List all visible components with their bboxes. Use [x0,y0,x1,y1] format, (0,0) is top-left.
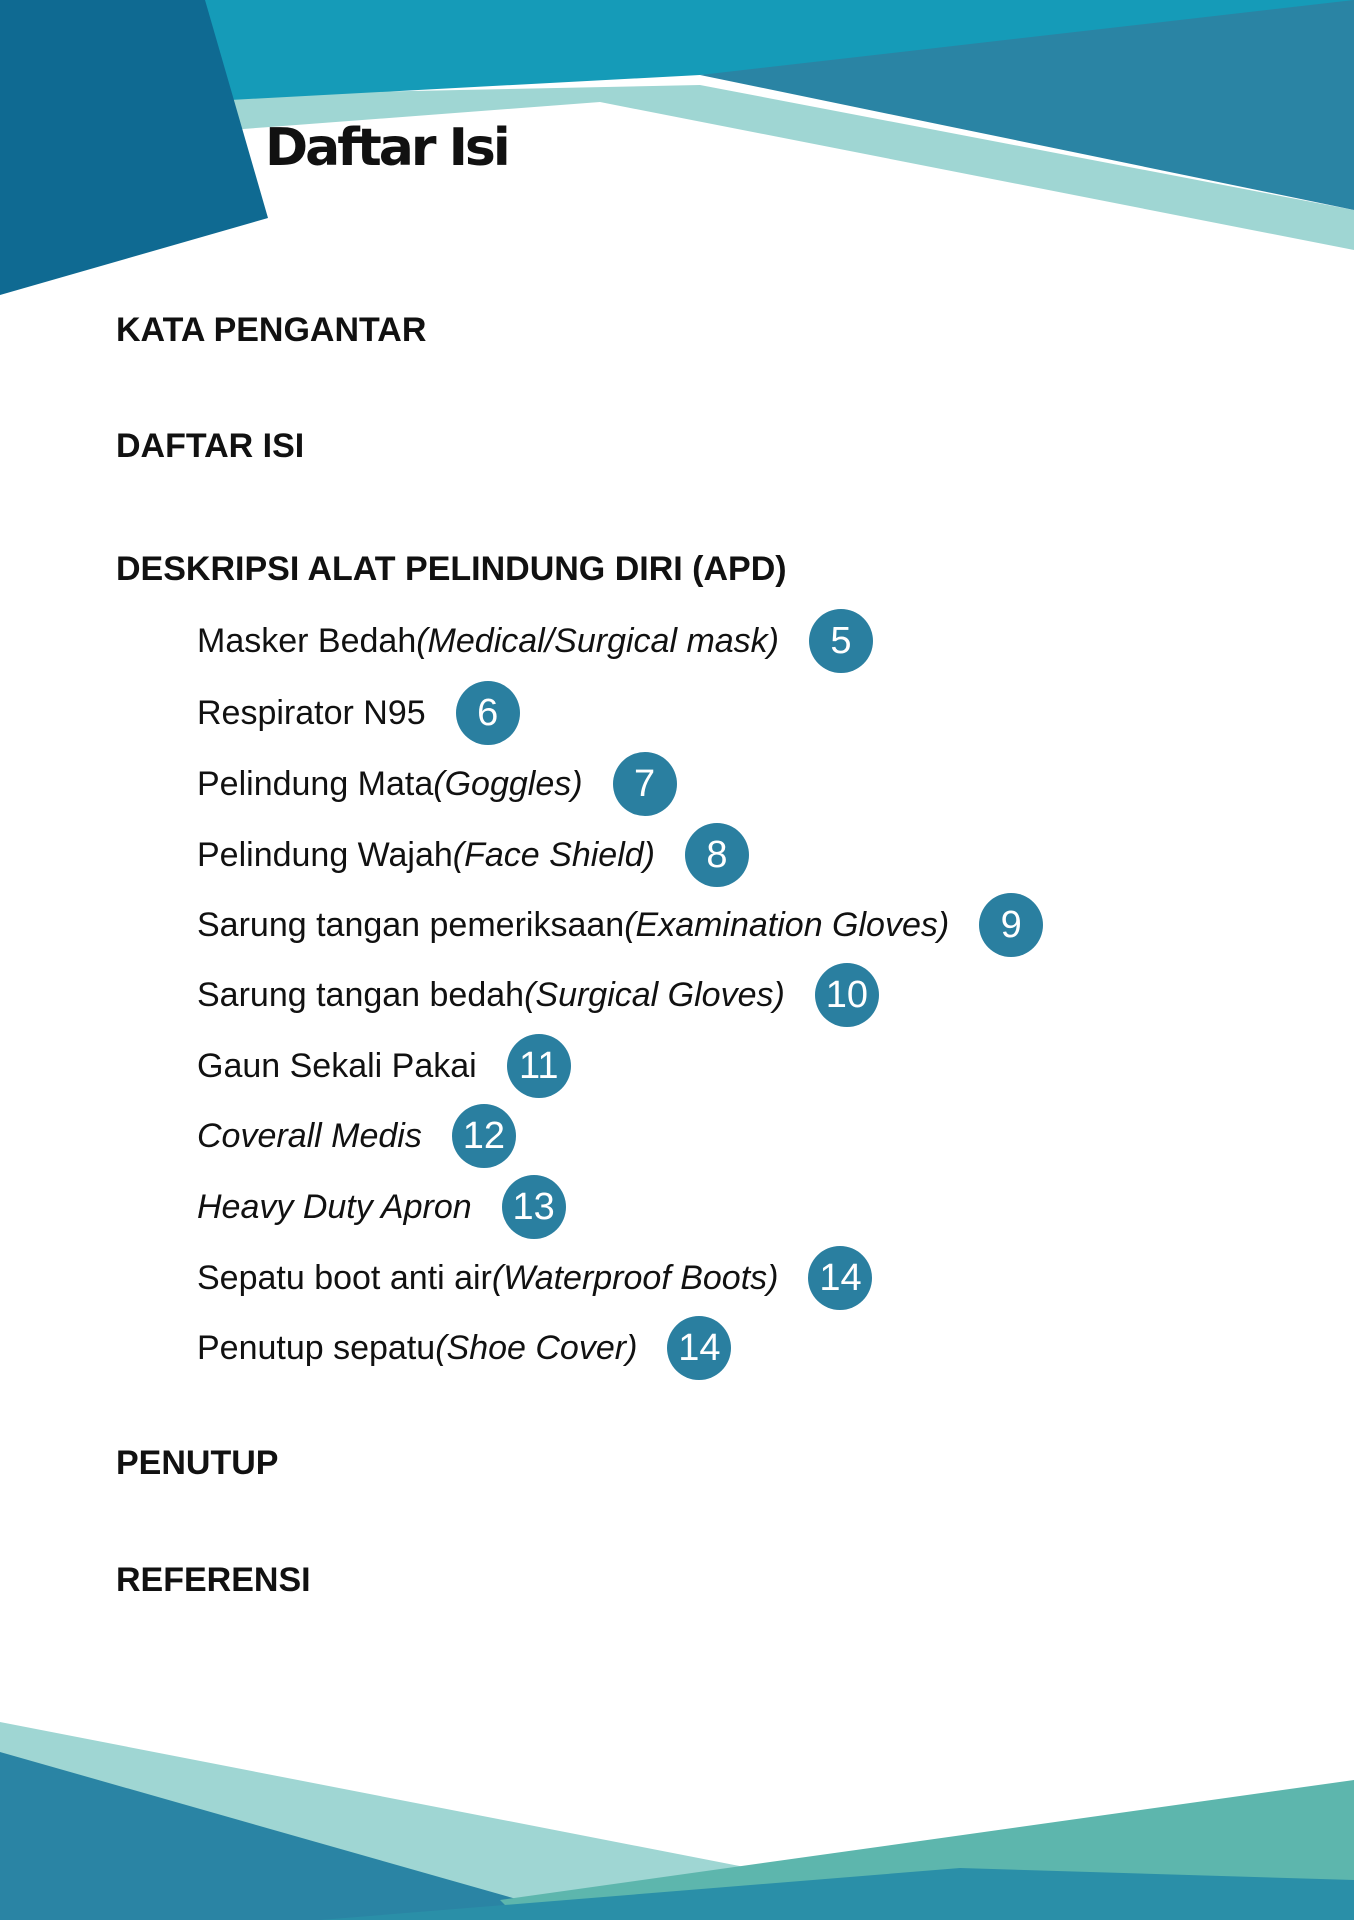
toc-entry[interactable] [197,1175,566,1239]
page-number-badge: 7 [613,752,677,816]
entry-text-italic: Heavy Duty Apron [197,1187,472,1226]
page-number-badge: 11 [507,1034,571,1098]
toc-entry[interactable] [197,1034,571,1098]
toc-entry[interactable] [197,752,677,816]
entry-text-italic: (Medical/Surgical mask) [416,621,779,660]
toc-heading-deskripsi-apd[interactable]: DESKRIPSI ALAT PELINDUNG DIRI (APD) [116,550,787,588]
page-title: Daftar Isi [265,118,508,178]
toc-entry[interactable] [197,893,1043,957]
page-number-badge: 13 [502,1175,566,1239]
toc-entry[interactable] [197,963,879,1027]
toc-heading-penutup[interactable]: PENUTUP [116,1444,279,1482]
entry-text: Pelindung Wajah [197,835,453,874]
entry-text-italic: (Goggles) [433,764,583,803]
page-number-badge: 9 [979,893,1043,957]
page-number-badge: 12 [452,1104,516,1168]
toc-heading-kata-pengantar[interactable]: KATA PENGANTAR [116,311,427,349]
entry-text: Masker Bedah [197,621,417,660]
entry-text: Penutup sepatu [197,1328,436,1367]
page-number-badge: 14 [667,1316,731,1380]
toc-entry[interactable] [197,1316,731,1380]
entry-text-italic: (Shoe Cover) [435,1328,638,1367]
entry-text: Sarung tangan bedah [197,975,525,1014]
page-number-badge: 14 [808,1246,872,1310]
page-number-badge: 8 [685,823,749,887]
entry-text: Sarung tangan pemeriksaan [197,905,625,944]
toc-entry[interactable] [197,1104,516,1168]
entry-text: Gaun Sekali Pakai [197,1046,477,1085]
toc-heading-daftar-isi[interactable]: DAFTAR ISI [116,427,305,465]
entry-text-italic: (Waterproof Boots) [491,1258,779,1297]
entry-text-italic: (Examination Gloves) [624,905,950,944]
entry-text-italic: (Surgical Gloves) [524,975,785,1014]
entry-text-italic: (Face Shield) [452,835,655,874]
entry-text: Sepatu boot anti air [197,1258,492,1297]
toc-heading-referensi[interactable]: REFERENSI [116,1561,311,1599]
entry-text: Pelindung Mata [197,764,434,803]
page-number-badge: 10 [815,963,879,1027]
page-number-badge: 5 [809,609,873,673]
toc-entry[interactable] [197,609,873,673]
entry-text: Respirator N95 [197,693,426,732]
page-number-badge: 6 [456,681,520,745]
toc-entry[interactable] [197,823,749,887]
toc-entry[interactable] [197,1246,872,1310]
entry-text-italic: Coverall Medis [197,1116,422,1155]
toc-entry[interactable] [197,681,520,745]
